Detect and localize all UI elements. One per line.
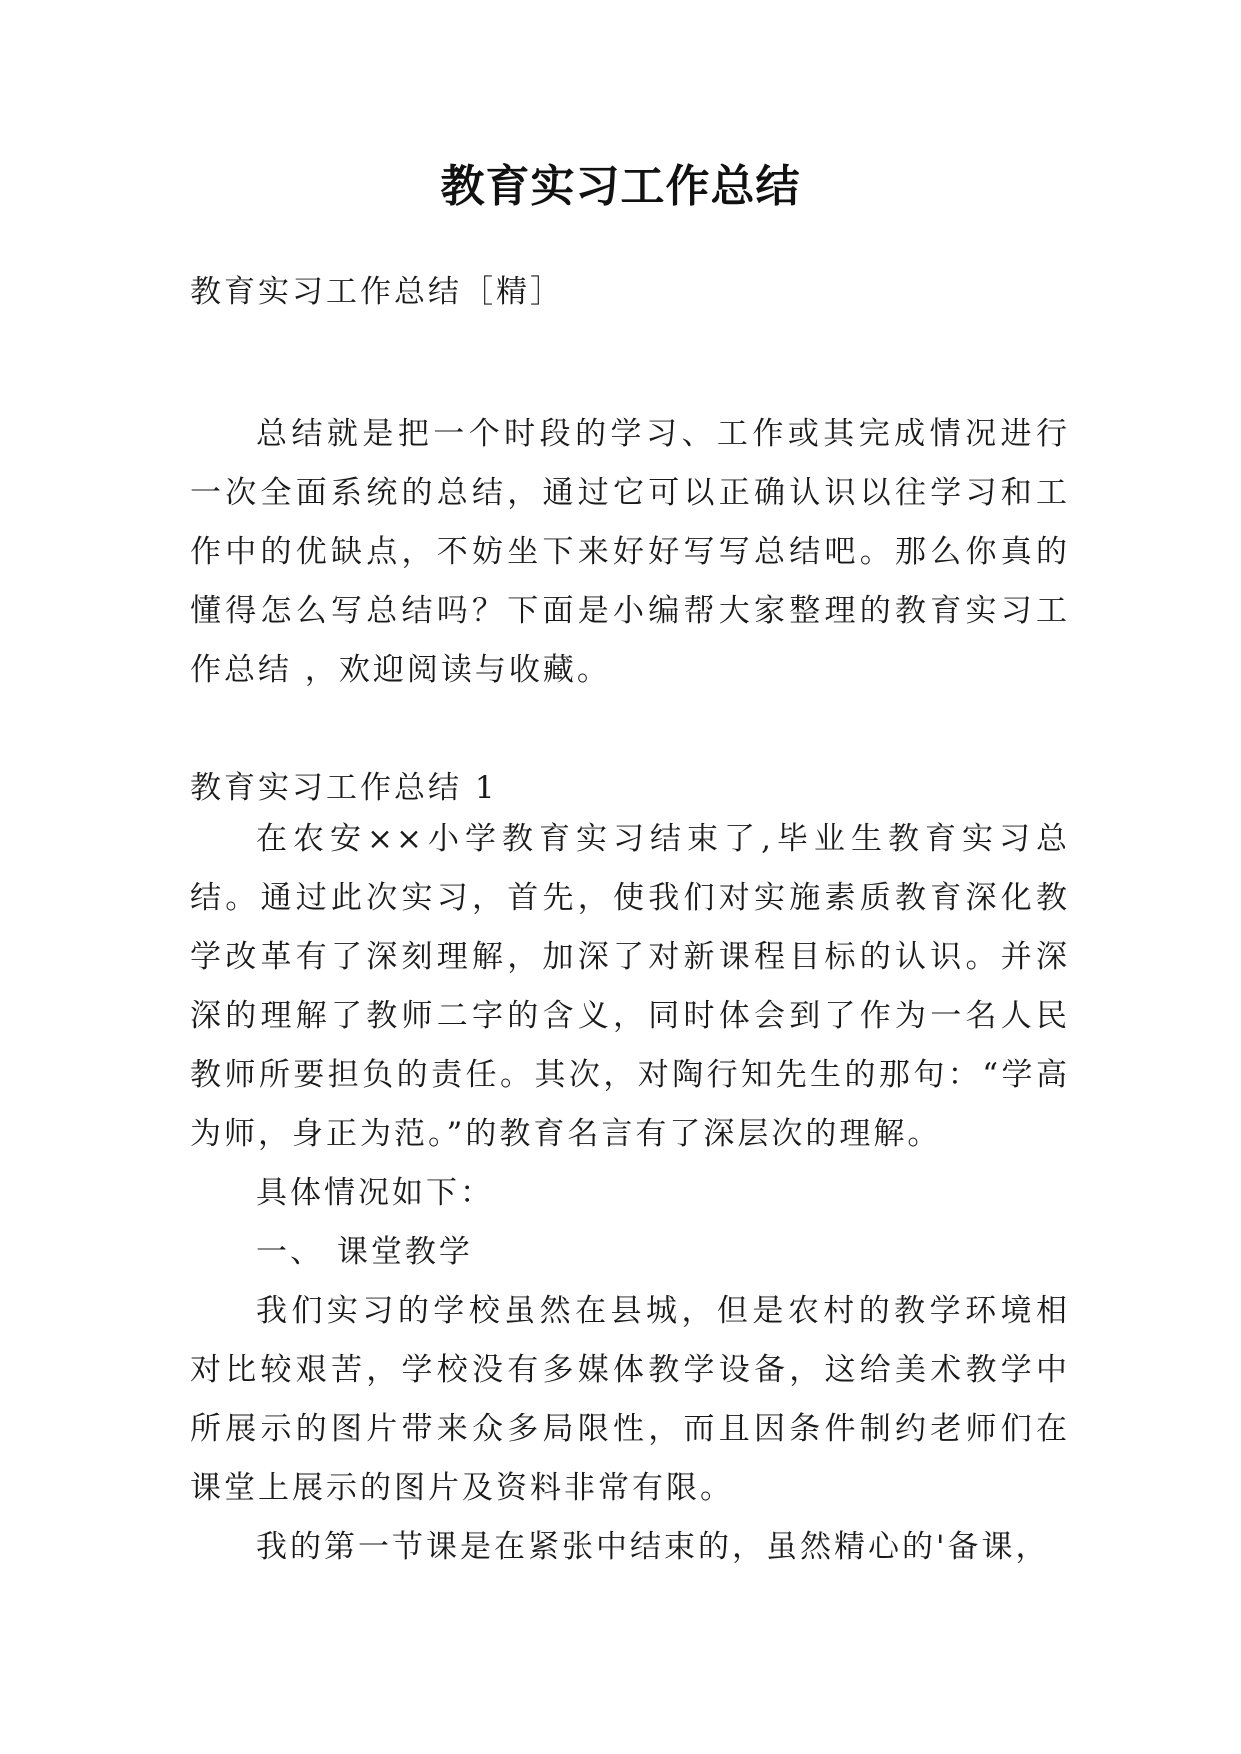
document-subtitle: 教育实习工作总结［精］ bbox=[190, 274, 564, 310]
body-paragraph: 具体情况如下： bbox=[256, 1175, 494, 1211]
body-paragraph: 在农安××小学教育实习结束了,毕业生教育实习总结。通过此次实习，首先，使我们对实施素质教育深化教学改革有了深刻理解，加深了对新课程目标的认识。并深深的理解了教师二字的含义，同时体会到了作为一名人民教师所要担负的责任。其次，对陶行知先生的那句：“学高为师，身正为范。”的教育名言有了深层次的理解。 bbox=[190, 821, 1070, 1152]
intro-paragraph: 总结就是把一个时段的学习、工作或其完成情况进行一次全面系统的总结，通过它可以正确认识以往学习和工作中的优缺点，不妨坐下来好好写写总结吧。那么你真的懂得怎么写总结吗？下面是小编帮大家整理的教育实习工作总结 ，欢迎阅读与收藏。 bbox=[190, 416, 1070, 688]
section-body bbox=[190, 810, 1070, 1577]
intro-block bbox=[190, 405, 1070, 700]
body-paragraph: 我的第一节课是在紧张中结束的，虽然精心的'备课， bbox=[256, 1529, 1050, 1565]
body-paragraph: 一、 课堂教学 bbox=[256, 1234, 473, 1270]
body-paragraph: 我们实习的学校虽然在县城，但是农村的教学环境相对比较艰苦，学校没有多媒体教学设备，这给美术教学中所展示的图片带来众多局限性，而且因条件制约老师们在课堂上展示的图片及资料非常有限。 bbox=[190, 1293, 1070, 1506]
section-heading: 教育实习工作总结 1 bbox=[190, 770, 498, 806]
document-title: 教育实习工作总结 bbox=[440, 161, 801, 212]
